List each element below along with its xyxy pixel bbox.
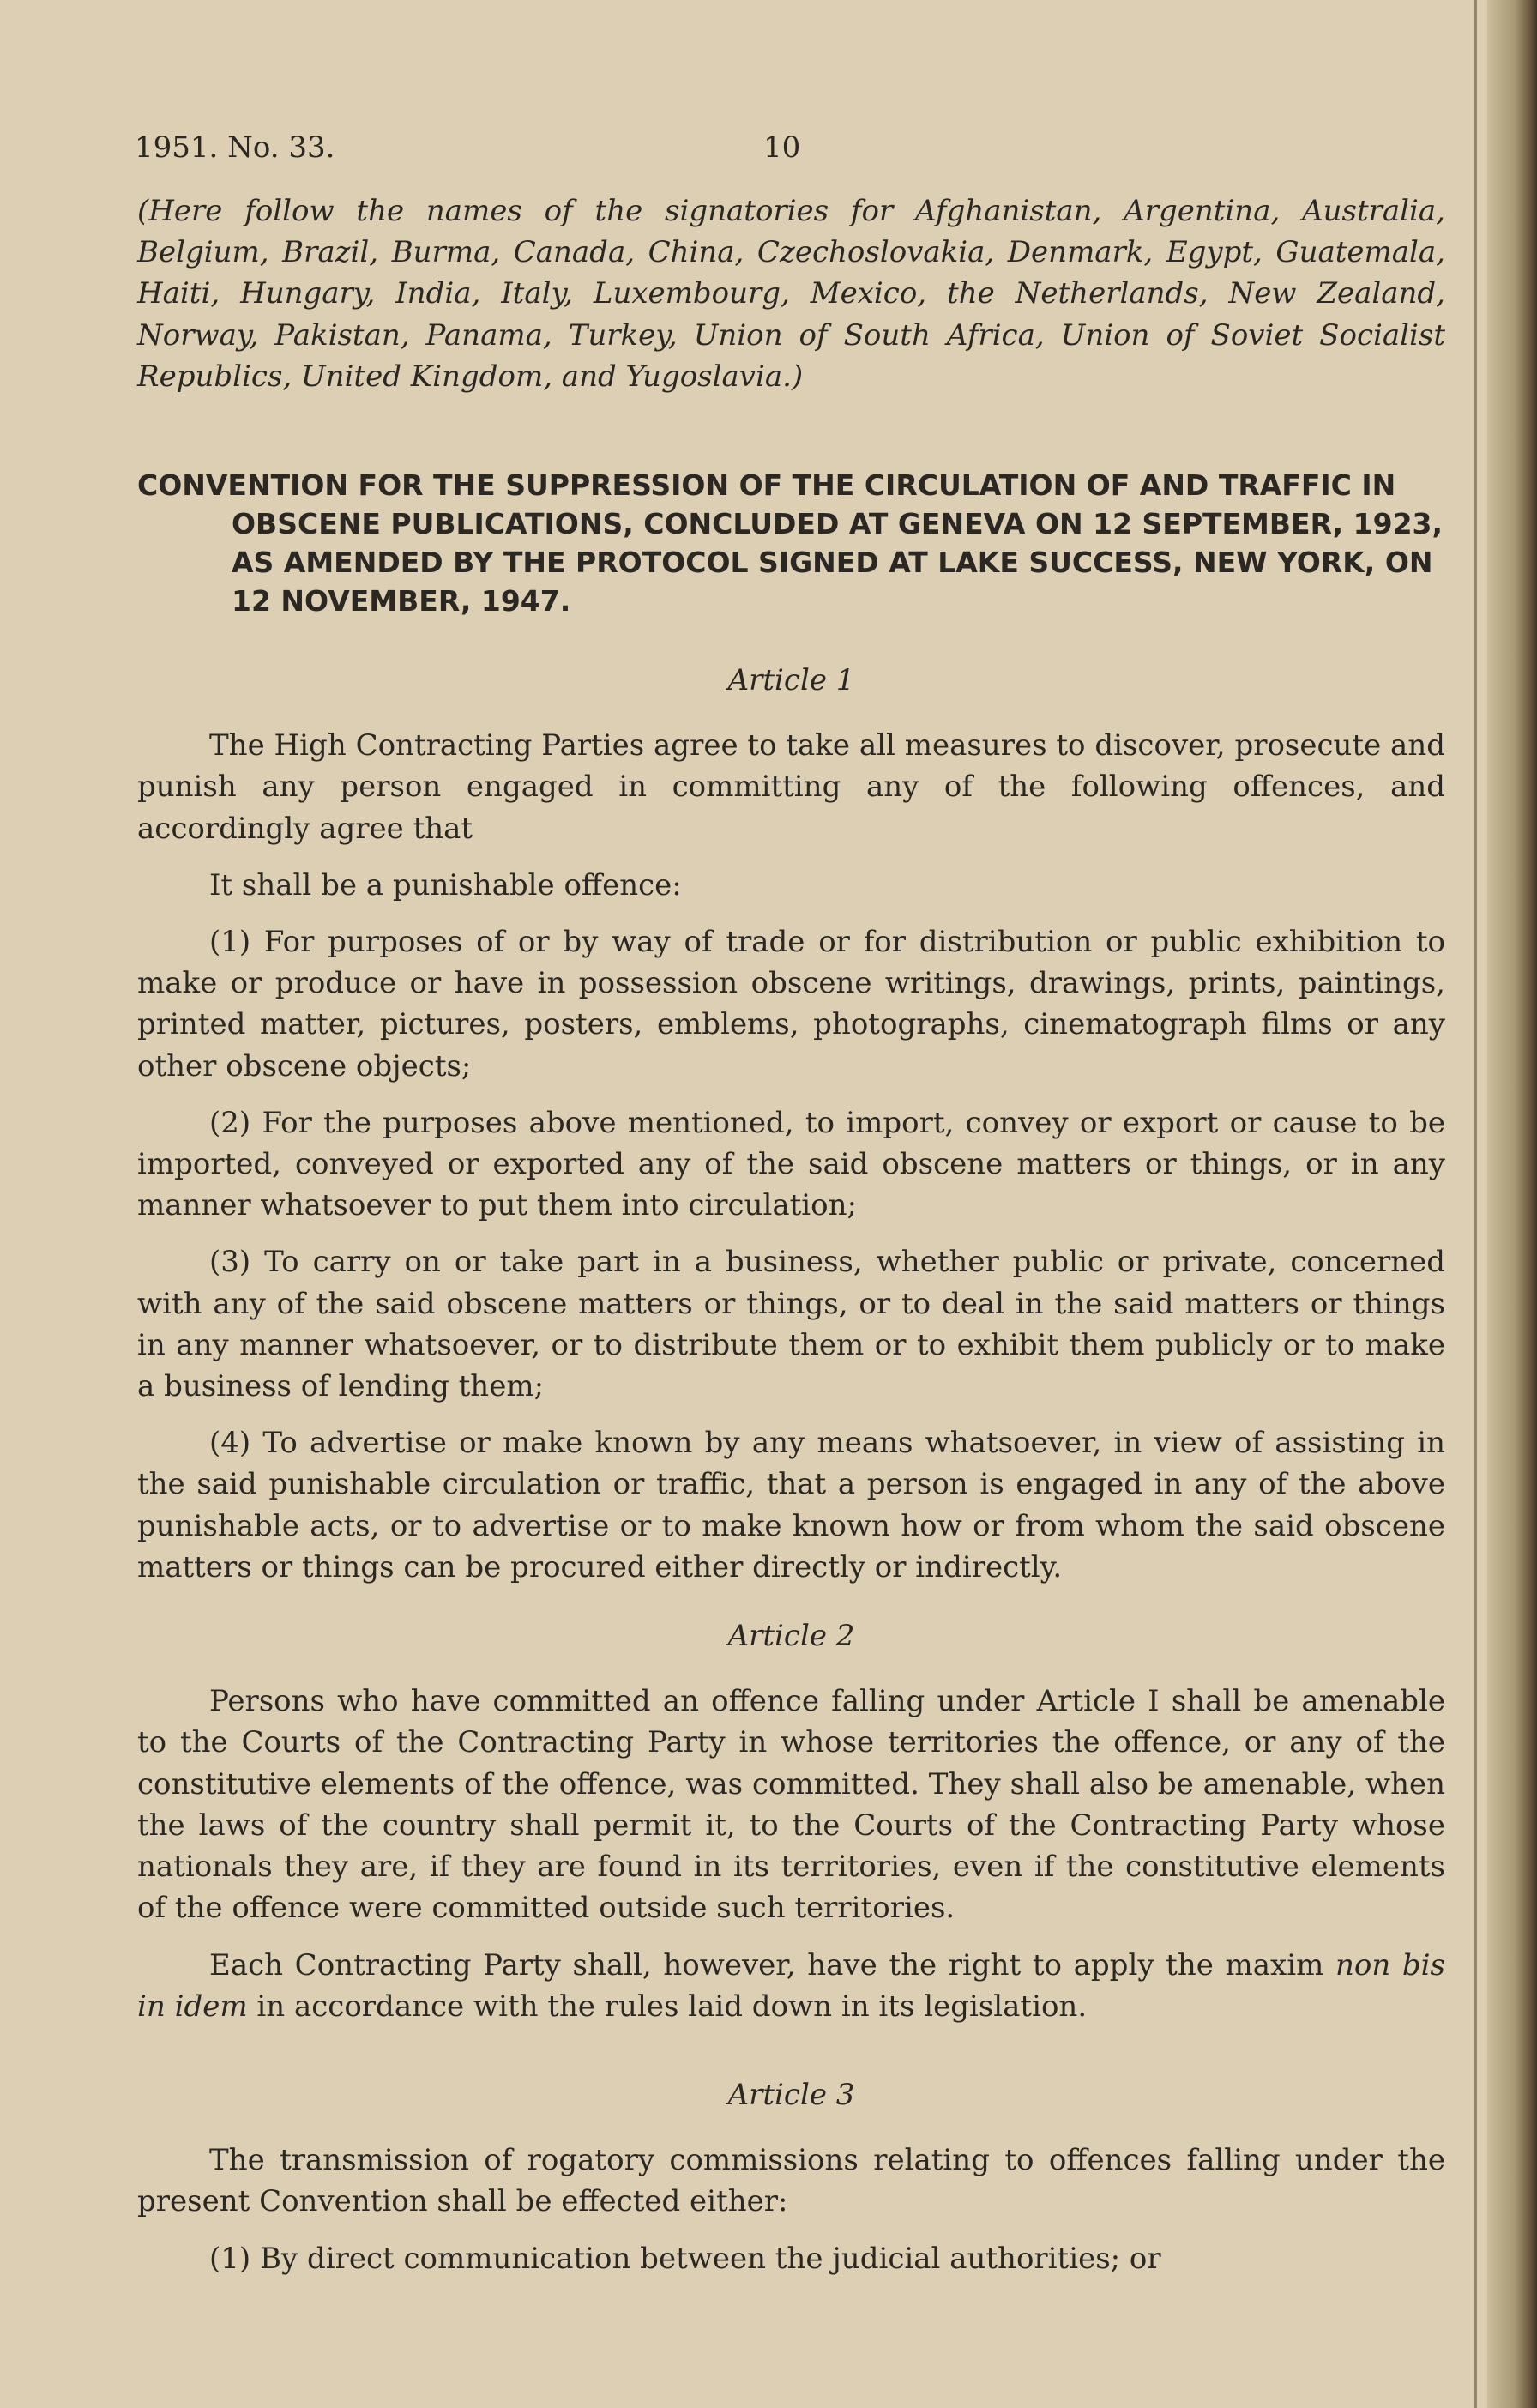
article-2 (137, 1615, 1445, 2027)
body-text (137, 190, 1445, 2279)
article-3-item-1: (1) By direct communication between the judicial authorities; or (209, 2241, 1161, 2276)
article-1-lead: It shall be a punishable offence: (209, 867, 682, 902)
article-3-heading: Article 3 (727, 2077, 855, 2112)
page-edge-line (1474, 0, 1477, 2408)
article-1-item: (4) To advertise or make known by any means whatsoever, in view of assisting in the said punishable circulation or traffic, that a person is engaged in any of the above punishable acts, or to advertise or to make known how or from whom the said obscene matters or things can be procured either directly or indirectly. (137, 1426, 1445, 1584)
convention-title: CONVENTION FOR THE SUPPRESSION OF THE CIRCULATION OF AND TRAFFIC IN OBSCENE PUBLICATIONS, CONCLUDED AT GENEVA ON 12 SEPTEMBER, 1923, AS AMENDED BY THE PROTOCOL SIGNED AT LAKE SUCCESS, NEW YORK, ON 12 NOVEMBER, 1947. (137, 468, 1444, 619)
law-number: 1951. No. 33. (135, 130, 335, 165)
article-1-item: (1) For purposes of or by way of trade or for distribution or public exhibition to make or produce or have in possession obscene writings, drawings, prints, paintings, printed matter, pictures, posters, emblems, photographs, cinematograph films or any other obscene objects; (137, 925, 1445, 1083)
article-1-heading: Article 1 (727, 663, 855, 698)
article-3-paragraph-1: The transmission of rogatory commissions relating to offences falling under the present Convention shall be effected either: (137, 2143, 1445, 2219)
binding-shadow (1487, 0, 1537, 2408)
signatories-note: (Here follow the names of the signatories for Afghanistan, Argentina, Australia, Belgium, Brazil, Burma, Canada, China, Czechoslovakia, Denmark, Egypt, Guatemala, Haiti, Hungary, India, Italy, Luxembourg, Mexico, the Netherlands, New Zealand, Norway, Pakistan, Panama, Turkey, Union of South Africa, Union of Soviet Socialist Republics, United Kingdom, and Yugoslavia.) (137, 194, 1445, 394)
article-2-paragraph-2-start: Each Contracting Party shall, however, have the right to apply the maxim (209, 1947, 1335, 1983)
article-2-paragraph-2-end: in accordance with the rules laid down in its legislation. (247, 1989, 1088, 2024)
running-head (135, 130, 1456, 173)
article-1 (137, 660, 1445, 1588)
article-1-intro: The High Contracting Parties agree to take all measures to discover, prosecute and punish any person engaged in committing any of the following offences, and accordingly agree that (137, 728, 1445, 846)
article-2-paragraph-2 (137, 1945, 1445, 2027)
article-2-paragraph-1: Persons who have committed an offence falling under Article I shall be amenable to the Courts of the Contracting Party in whose territories the offence, or any of the constitutive elements of the offence, was committed. They shall also be amenable, when the laws of the country shall permit it, to the Courts of the Contracting Party whose nationals they are, if they are found in its territories, even if the constitutive elements of the offence were committed outside such territories. (137, 1684, 1445, 1926)
article-1-item: (2) For the purposes above mentioned, to import, convey or export or cause to be imported, conveyed or exported any of the said obscene matters or things, or in any manner whatsoever to put them into circulation; (137, 1105, 1445, 1223)
latin-maxim: non bis in idem (137, 1947, 1445, 2024)
article-1-item: (3) To carry on or take part in a business, whether public or private, concerned with any of the said obscene matters or things, or to deal in the said matters or things in any manner whatsoever, or to distribute them or to exhibit them publicly or to make a business of lending them; (137, 1245, 1445, 1404)
page-number: 10 (763, 130, 801, 165)
article-2-heading: Article 2 (727, 1619, 855, 1654)
article-3 (137, 2074, 1445, 2279)
